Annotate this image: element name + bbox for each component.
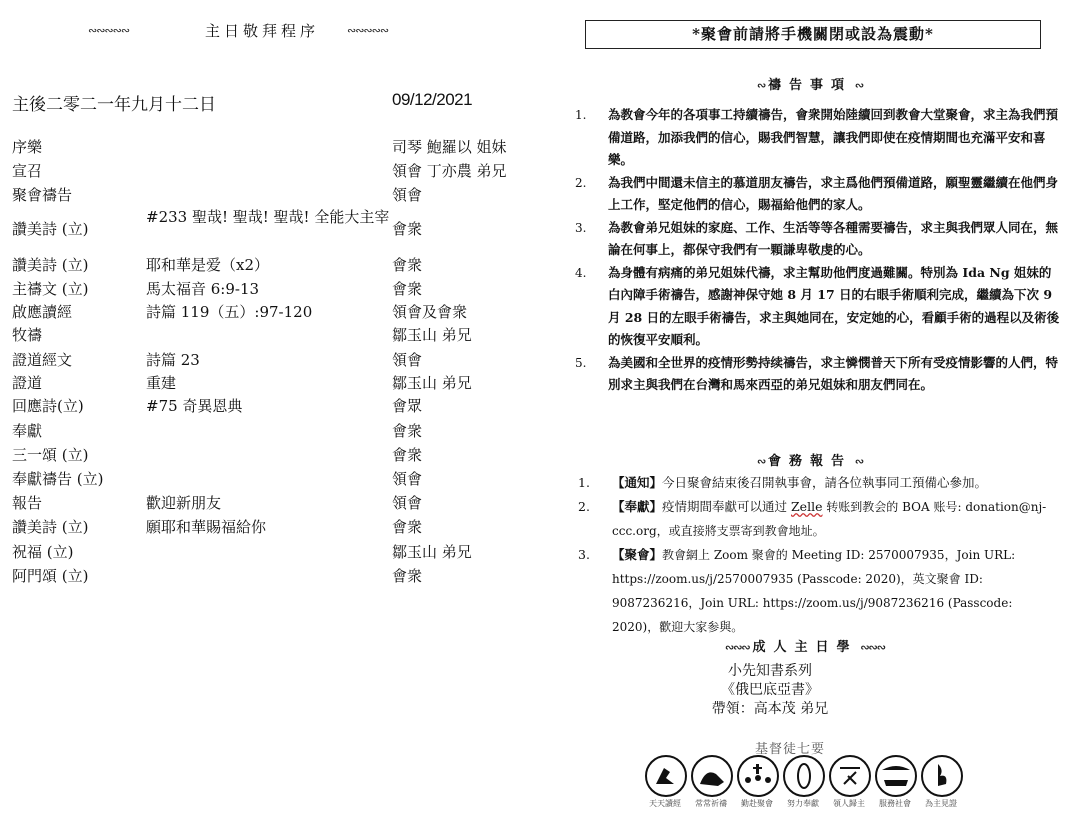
order-item: 讚美詩 (立) — [12, 256, 89, 274]
order-row — [12, 160, 552, 181]
news-heading — [730, 450, 890, 469]
order-row — [12, 565, 552, 586]
news-text: 疫情期間奉獻可以通过 — [662, 499, 791, 514]
order-row — [12, 516, 552, 537]
order-leader: 會衆 — [392, 446, 423, 464]
news-text: 今日聚會結束後召開執事會，請各位執事同工預備心參加。 — [662, 475, 988, 490]
news-number: 1. — [578, 475, 590, 490]
prayer-item — [575, 104, 1063, 172]
prayer-heading — [730, 74, 890, 93]
order-content: 耶和華是爱（x2） — [146, 256, 270, 274]
order-leader: 會衆 — [392, 220, 423, 238]
order-row — [12, 301, 552, 322]
order-content: #233 聖哉! 聖哉! 聖哉! 全能大主宰 — [146, 208, 390, 226]
news-tag: 【通知】 — [612, 475, 663, 490]
order-row — [12, 541, 552, 562]
seven-essential-label: 努力奉獻 — [787, 799, 819, 808]
order-row — [12, 444, 552, 465]
order-item: 報告 — [12, 494, 43, 512]
prayer-item — [575, 172, 1063, 217]
offering-icon — [784, 756, 824, 796]
news-item — [578, 543, 1058, 639]
prayer-number: 5. — [575, 355, 587, 370]
news-text: 转账到教会的 BOA 账号: donation@nj-ccc.org，或直接將支票寄到教會地址。 — [612, 500, 1047, 538]
order-item: 證道 — [12, 374, 43, 392]
order-leader: 司琴 鮑羅以 姐妹 — [392, 138, 507, 156]
order-content: 願耶和華賜福給你 — [146, 518, 267, 536]
order-item: 三一頌 (立) — [12, 446, 89, 464]
order-content: #75 奇異恩典 — [146, 397, 243, 415]
prayer-text: 為教會今年的各項事工持續禱告，會衆開始陸續回到教會大堂聚會，求主為我們預備道路，加添我們的信心，賜我們智慧，讓我們即使在疫情期間也充滿平安和喜樂。 — [608, 107, 1059, 167]
order-content: 歡迎新朋友 — [146, 494, 222, 512]
seven-essential-label: 服務社會 — [879, 799, 911, 808]
adult-school-title: 成人主日學 — [752, 640, 858, 655]
order-item: 奉獻 — [12, 422, 43, 440]
prayer-text: 為我們中間還未信主的慕道朋友禱告，求主爲他們預備道路，願聖靈繼續在他們身上工作，堅定他們的信心，賜福給他們的家人。 — [608, 174, 1059, 212]
order-item: 阿門頌 (立) — [12, 567, 89, 585]
order-leader: 會眾 — [392, 397, 423, 415]
order-item: 啟應讀經 — [12, 303, 73, 321]
order-leader: 領會 — [392, 494, 423, 512]
news-number: 2. — [578, 499, 590, 514]
news-item — [578, 471, 1058, 495]
seven-essentials-title: 基督徒七要 — [755, 742, 826, 757]
prayer-item — [575, 217, 1063, 262]
ornament-icon: ∾∾∾ — [725, 641, 753, 654]
order-row — [12, 324, 552, 345]
adult-line: 《俄巴底亞書》 — [721, 682, 819, 698]
order-item: 宣召 — [12, 162, 43, 180]
order-leader: 鄒玉山 弟兄 — [392, 374, 472, 392]
ornament-icon: ∾ — [852, 79, 864, 92]
prayer-text: 為教會弟兄姐妹的家庭、工作、生活等等各種需要禱告，求主與我們眾人同在，無論在何事上，都保守我們有一顆謙卑敬虔的心。 — [608, 219, 1059, 257]
order-row — [12, 184, 552, 205]
order-row — [12, 492, 552, 513]
seven-essential-label: 為主見證 — [925, 799, 957, 808]
order-item: 序樂 — [12, 138, 43, 156]
order-row — [12, 206, 552, 239]
adult-school-info — [600, 662, 940, 719]
news-number: 3. — [578, 547, 590, 562]
seven-essentials-icons — [644, 754, 968, 798]
order-leader: 鄒玉山 弟兄 — [392, 326, 472, 344]
news-text: 教會網上 Zoom 聚會的 Meeting ID: 2570007935，Join URL: https://zoom.us/j/2570007935 (Passcode: 2020)，英文聚會 ID: 9087236216，Join URL: https://zoom.us/j/9087236216 (Passcode: 2020)，歡迎大家参與。 — [612, 548, 1016, 634]
order-row — [12, 254, 552, 275]
prayer-number: 3. — [575, 220, 587, 235]
prayer-item — [575, 262, 1063, 352]
adult-school-heading — [690, 636, 920, 655]
ornament-icon: ∾∾∾ — [857, 641, 885, 654]
ornament-right: ∾∾∾∾∾ — [347, 24, 389, 37]
news-list — [578, 471, 1058, 639]
prayer-number: 2. — [575, 175, 587, 190]
prayer-text: 為身體有病痛的弟兄姐妹代禱，求主幫助他們度過難關。特別為 Ida Ng 姐妹的白內障手術禱告，感謝神保守她 8 月 17 日的右眼手術順利完成，繼續為下次 9 月 28 日的左眼手術禱告，求主與她同在，安定她的心，看顧手術的過程以及術後的恢復平安順利。 — [608, 264, 1060, 347]
order-item: 主禱文 (立) — [12, 280, 89, 298]
ornament-icon: ∾ — [756, 79, 768, 92]
order-title: 主日敬拜程序 — [205, 22, 320, 40]
prayer-text: 為美國和全世界的疫情形勢持续禱告，求主憐憫普天下所有受疫情影響的人們，特別求主與我們在台灣和馬來西亞的弟兄姐妹和朋友們同在。 — [608, 354, 1059, 392]
order-leader: 會衆 — [392, 280, 423, 298]
prayer-number: 1. — [575, 108, 587, 122]
prayer-list — [575, 104, 1063, 397]
order-content: 詩篇 23 — [146, 351, 200, 369]
order-leader: 領會 — [392, 351, 423, 369]
order-row — [12, 278, 552, 299]
order-leader: 會衆 — [392, 256, 423, 274]
order-row — [12, 372, 552, 393]
adult-line: 帶領：高本茂 弟兄 — [711, 701, 829, 717]
order-row — [12, 420, 552, 441]
zelle-word: Zelle — [791, 499, 823, 514]
news-tag: 【聚會】 — [612, 547, 663, 562]
adult-line: 小先知書系列 — [728, 663, 812, 679]
ornament-icon: ∾ — [756, 455, 768, 468]
order-item: 奉獻禱告 (立) — [12, 470, 104, 488]
seven-essential-label: 勤赴聚會 — [741, 799, 773, 808]
order-item: 證道經文 — [12, 351, 73, 369]
order-item: 回應詩(立) — [12, 397, 84, 415]
service-icon — [876, 756, 916, 796]
prayer-item — [575, 352, 1063, 397]
order-row — [12, 395, 552, 416]
order-row — [12, 468, 552, 489]
prayer-number: 4. — [575, 265, 587, 280]
order-leader: 領會 — [392, 470, 423, 488]
order-item: 祝福 (立) — [12, 543, 74, 561]
order-leader: 領會 — [392, 186, 423, 204]
ornament-icon: ∾ — [852, 455, 864, 468]
news-title: 會務報告 — [767, 454, 852, 469]
order-item: 讚美詩 (立) — [12, 518, 89, 536]
order-item: 牧禱 — [12, 326, 43, 344]
order-row — [12, 136, 552, 157]
seven-essential-label: 常常祈禱 — [695, 799, 727, 808]
order-row — [12, 349, 552, 370]
order-content: 馬太福音 6:9-13 — [146, 280, 260, 298]
ornament-left: ∾∾∾∾∾ — [88, 24, 130, 37]
order-leader: 領會 丁亦農 弟兄 — [392, 162, 507, 180]
prayer-title: 禱告事項 — [767, 78, 852, 93]
order-content: 詩篇 119（五）:97-120 — [146, 303, 313, 321]
order-item: 聚會禱告 — [12, 186, 73, 204]
news-tag: 【奉獻】 — [612, 499, 663, 514]
order-leader: 會衆 — [392, 422, 423, 440]
service-date: 09/12/2021 — [392, 90, 473, 109]
seven-essential-label: 領人歸主 — [833, 799, 865, 808]
evangelism-icon — [830, 756, 870, 796]
order-content: 重建 — [146, 374, 177, 392]
seven-essential-label: 天天讀經 — [649, 799, 681, 808]
service-date-chinese: 主後二零二一年九月十二日 — [12, 95, 216, 115]
news-item — [578, 495, 1058, 543]
phone-notice-banner: *聚會前請將手機關閉或設為震動* — [585, 20, 1041, 49]
order-leader: 會衆 — [392, 567, 423, 585]
order-leader: 鄒玉山 弟兄 — [392, 543, 472, 561]
order-leader: 領會及會衆 — [392, 303, 468, 321]
order-item: 讚美詩 (立) — [12, 220, 89, 238]
order-leader: 會衆 — [392, 518, 423, 536]
